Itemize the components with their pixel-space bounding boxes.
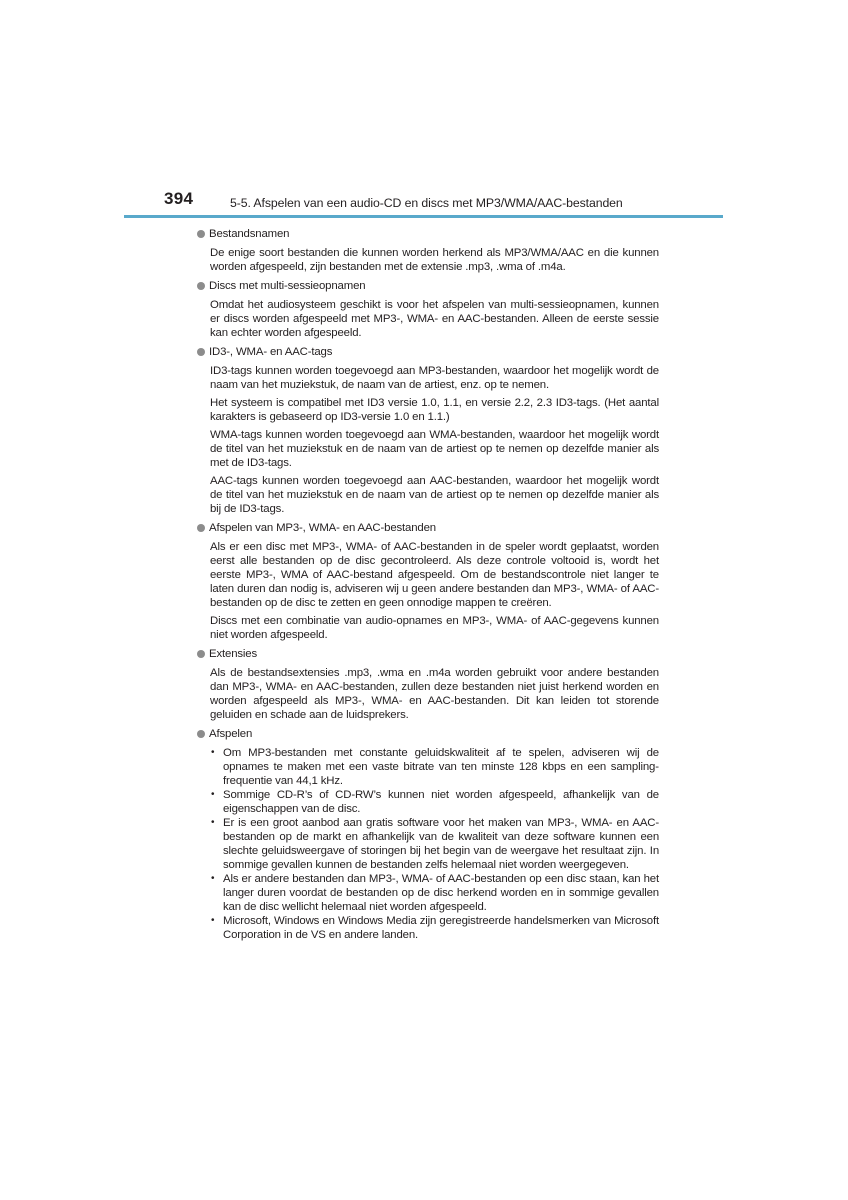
page-content [197,226,659,942]
topic-heading [197,344,659,360]
paragraph: Discs met een combinatie van audio-opnames en MP3-, WMA- of AAC-gegevens kunnen niet worden afgespeeld. [210,615,659,641]
paragraph: Omdat het audiosysteem geschikt is voor het afspelen van multi-sessieopnamen, kunnen er discs worden afgespeeld met MP3-, WMA- en AAC-bestanden. Alleen de eerste sessie kan echter worden afgespeeld. [210,299,659,339]
bullet-list [210,746,659,942]
topic-title: Afspelen [209,728,253,740]
topic-title: ID3-, WMA- en AAC-tags [209,346,333,358]
topic-heading [197,726,659,742]
topic-heading [197,278,659,294]
topic-heading [197,520,659,536]
dot-bullet-icon: • [211,789,215,800]
header-rule [124,215,723,218]
circle-bullet-icon [197,650,205,658]
paragraph: ID3-tags kunnen worden toegevoegd aan MP3-bestanden, waardoor het mogelijk wordt de naam van het muziekstuk, de naam van de artiest, enz. op te nemen. [210,365,659,391]
topic-heading [197,646,659,662]
paragraph: De enige soort bestanden die kunnen worden herkend als MP3/WMA/AAC en die kunnen worden afgespeeld, zijn bestanden met de extensie .mp3, .wma of .m4a. [210,247,659,273]
paragraph: WMA-tags kunnen worden toegevoegd aan WMA-bestanden, waardoor het mogelijk wordt de titel van het muziekstuk en de naam van de artiest op te nemen op dezelfde manier als met de ID3-tags. [210,429,659,469]
paragraph: AAC-tags kunnen worden toegevoegd aan AAC-bestanden, waardoor het mogelijk wordt de titel van het muziekstuk en de naam van de artiest op te nemen op dezelfde manier als bij de ID3-tags. [210,475,659,515]
list-item [210,746,659,788]
topic-title: Afspelen van MP3-, WMA- en AAC-bestanden [209,522,436,534]
circle-bullet-icon [197,524,205,532]
list-item-text: Sommige CD-R’s of CD-RW’s kunnen niet worden afgespeeld, afhankelijk van de eigenschappen van de disc. [223,789,659,815]
circle-bullet-icon [197,348,205,356]
paragraph: Als de bestandsextensies .mp3, .wma en .m4a worden gebruikt voor andere bestanden dan MP3-, WMA- en AAC-bestanden, zullen deze bestanden niet juist herkend worden en worden afgespeeld als MP3-, WMA- en AAC-bestanden. Dit kan leiden tot storende geluiden en schade aan de luidsprekers. [210,667,659,721]
list-item-text: Microsoft, Windows en Windows Media zijn geregistreerde handelsmerken van Microsoft Corporation in de VS en andere landen. [223,915,659,941]
paragraph: Als er een disc met MP3-, WMA- of AAC-bestanden in de speler wordt geplaatst, worden eerst alle bestanden op de disc gecontroleerd. Als deze controle voltooid is, wordt het eerste MP3-, WMA of AAC-bestand afgespeeld. Om de bestandscontrole niet langer te laten duren dan nodig is, adviseren wij u geen andere bestanden dan MP3-, WMA- of AAC-bestanden op de disc te zetten en geen onnodige mappen te creëren. [210,541,659,609]
list-item [210,872,659,914]
circle-bullet-icon [197,230,205,238]
topic-afspelen [197,726,659,942]
topic-heading [197,226,659,242]
list-item-text: Om MP3-bestanden met constante geluidskwaliteit af te spelen, adviseren wij de opnames te maken met een vaste bitrate van ten minste 128 kbps en een samplingfrequentie van 44,1 kHz. [223,747,659,787]
dot-bullet-icon: • [211,747,215,758]
page-number: 394 [164,189,194,208]
topic-tags [197,344,659,516]
circle-bullet-icon [197,730,205,738]
list-item-text: Er is een groot aanbod aan gratis software voor het maken van MP3-, WMA- en AAC-bestanden op de markt en afhankelijk van de kwaliteit van deze software kunnen een slechte geluidsweergave of storingen bij het begin van de weergave het resultaat zijn. In sommige gevallen kunnen de bestanden zelfs helemaal niet worden weergegeven. [223,817,659,871]
dot-bullet-icon: • [211,915,215,926]
topic-title: Bestandsnamen [209,228,290,240]
topic-bestandsnamen [197,226,659,274]
list-item [210,914,659,942]
list-item [210,788,659,816]
section-title: 5-5. Afspelen van een audio-CD en discs met MP3/WMA/AAC-bestanden [230,196,623,210]
topic-extensies [197,646,659,722]
list-item-text: Als er andere bestanden dan MP3-, WMA- of AAC-bestanden op een disc staan, kan het langer duren voordat de bestanden op de disc herkend worden en in sommige gevallen kan de disc wellicht helemaal niet worden afgespeeld. [223,873,659,913]
topic-title: Discs met multi-sessieopnamen [209,280,366,292]
topic-afspelen-bestanden [197,520,659,642]
list-item [210,816,659,872]
circle-bullet-icon [197,282,205,290]
topic-multisessie [197,278,659,340]
page-header [0,0,848,220]
dot-bullet-icon: • [211,873,215,884]
topic-title: Extensies [209,648,258,660]
dot-bullet-icon: • [211,817,215,828]
paragraph: Het systeem is compatibel met ID3 versie 1.0, 1.1, en versie 2.2, 2.3 ID3-tags. (Het aantal karakters is gebaseerd op ID3-versie 1.0 en 1.1.) [210,397,659,423]
